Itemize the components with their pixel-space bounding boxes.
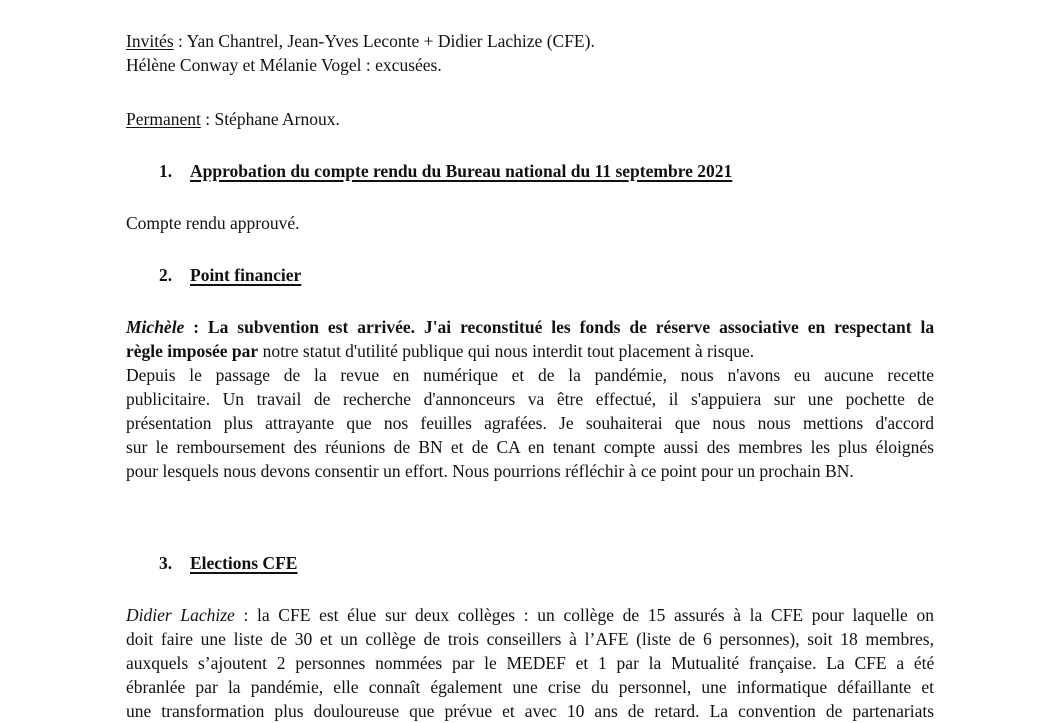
paragraph-line: présentation plus attrayante que nos feuilles agrafées. Je souhaiterai que nous nous mettions d'accord <box>126 413 934 433</box>
permanent-line <box>126 107 340 131</box>
speaker-name: Didier Lachize <box>126 605 235 625</box>
paragraph-line: Depuis le passage de la revue en numérique et de la pandémie, nous n'avons eu aucune recette <box>126 365 934 385</box>
section-2-paragraph <box>126 315 934 483</box>
permanent-text: : Stéphane Arnoux. <box>200 109 340 129</box>
section-3-number: 3. <box>159 553 173 573</box>
section-1-body: Compte rendu approuvé. <box>126 213 300 233</box>
invites-label: Invités <box>126 31 174 51</box>
section-3-paragraph <box>126 603 934 723</box>
section-2-number: 2. <box>159 265 173 285</box>
speaker-name: Michèle <box>126 317 185 337</box>
section-2-title: Point financier <box>190 265 302 285</box>
paragraph-line: doit faire une liste de 30 et un collège de trois conseillers à l’AFE (liste de 6 personnes), soit 18 membres, <box>126 629 934 649</box>
excused-line: Hélène Conway et Mélanie Vogel : excusées. <box>126 55 442 75</box>
paragraph-line: règle imposée par notre statut d'utilité publique qui nous interdit tout placement à risque. <box>126 341 755 361</box>
permanent-label: Permanent <box>126 109 201 129</box>
paragraph-line: pour lesquels nous devons consentir un effort. Nous pourrions réfléchir à ce point pour un prochain BN. <box>126 461 854 481</box>
paragraph-line: auxquels s’ajoutent 2 personnes nommées par le MEDEF et 1 par la Mutualité française. La CFE a été <box>126 653 935 673</box>
paragraph-line: ébranlée par la pandémie, elle connaît également une crise du personnel, une informatique défaillante et <box>126 677 934 697</box>
paragraph-line: sur le remboursement des réunions de BN et de CA en tenant compte aussi des membres les plus éloignés <box>126 437 934 457</box>
paragraph-line: publicitaire. Un travail de recherche d'annonceurs va être effectué, il s'appuiera sur une pochette de <box>126 389 935 409</box>
invites-text: : Yan Chantrel, Jean-Yves Leconte + Didier Lachize (CFE). <box>173 31 595 51</box>
paragraph-line: une transformation plus douloureuse que prévue et avec 10 ans de retard. La convention de partenariats <box>126 701 935 721</box>
section-2-heading <box>159 263 301 287</box>
invites-line <box>126 29 595 53</box>
section-3-heading <box>159 551 297 575</box>
paragraph-line: Didier Lachize : la CFE est élue sur deux collèges : un collège de 15 assurés à la CFE pour laquelle on <box>126 605 934 625</box>
paragraph-line: Michèle : La subvention est arrivée. J'ai reconstitué les fonds de réserve associative en respectant la <box>126 317 935 337</box>
section-1-number: 1. <box>159 161 173 181</box>
section-3-title: Elections CFE <box>190 553 298 573</box>
section-1-title: Approbation du compte rendu du Bureau national du 11 septembre 2021 <box>190 161 733 181</box>
section-1-heading <box>159 159 732 183</box>
